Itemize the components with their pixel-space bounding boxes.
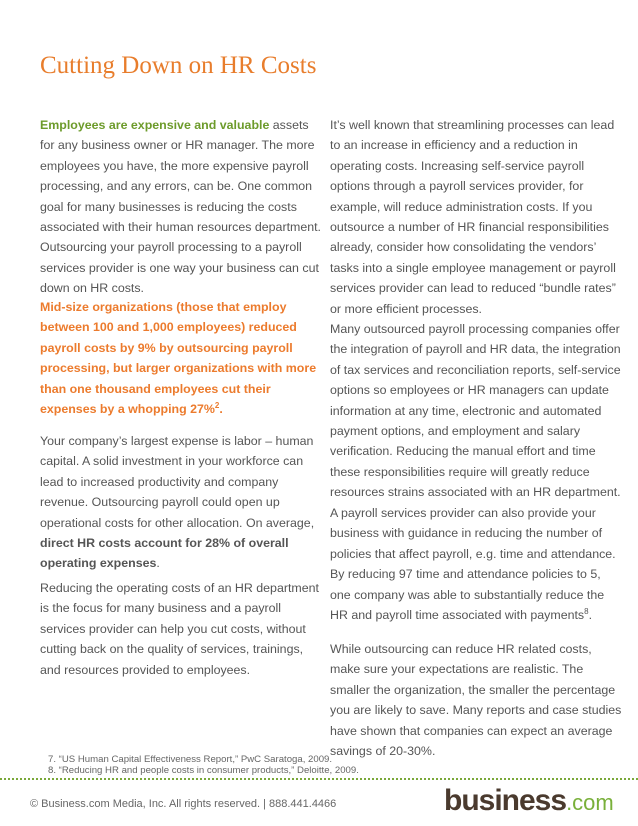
text-line [40, 513, 314, 533]
text-segment: operating expenses [40, 556, 157, 571]
footnote-reference: 8 [584, 606, 589, 616]
text-segment: processing, and any errors, can be. One common [40, 179, 313, 194]
text-segment: lead to increased productivity and company [40, 474, 279, 489]
text-segment: cutting back on the quality of services, trainings, [40, 642, 304, 657]
text-segment: verification. Reducing the manual effort and time [330, 444, 596, 459]
business-com-logo [444, 784, 614, 818]
text-line [330, 721, 621, 741]
text-segment: operational costs for other allocation. On average, [40, 515, 315, 530]
text-segment: options through a payroll services provider, for [330, 179, 584, 194]
footnotes [48, 754, 359, 776]
left-paragraph-3 [40, 431, 314, 574]
text-segment: already, consider how consolidating the vendors’ [330, 240, 597, 255]
text-segment: . [588, 607, 593, 622]
text-segment: payroll costs by 9% by outsourcing payroll [40, 340, 293, 355]
footnote-8: 8. “Reducing HR and people costs in consumer products,” Deloitte, 2009. [48, 765, 359, 776]
text-segment: tasks into a single employee management or payroll [330, 260, 616, 275]
logo-main: business [444, 784, 567, 817]
text-segment: the integration of payroll and HR data, the integration [330, 342, 621, 357]
text-line [330, 156, 616, 176]
text-segment: these responsibilities require will greatly reduce [330, 464, 590, 479]
text-line [330, 360, 621, 380]
text-line [330, 700, 621, 720]
text-segment: have shown that companies can expect an average [330, 723, 613, 738]
text-segment: . [156, 556, 160, 571]
text-segment: services provider can lead to reduced “bundle rates” [330, 281, 616, 296]
text-line [330, 135, 616, 155]
text-segment: assets [269, 118, 309, 132]
text-line [330, 258, 616, 278]
text-line [330, 585, 616, 605]
copyright-text: © Business.com Media, Inc. All rights reserved. | 888.441.4466 [30, 798, 337, 810]
text-segment: associated with their human resources department. [40, 219, 321, 234]
text-line [40, 338, 316, 358]
right-paragraph-1 [330, 115, 616, 319]
left-paragraph-4 [40, 578, 319, 680]
text-segment: HR and payroll time associated with payments [330, 607, 585, 622]
text-line [40, 639, 319, 659]
text-segment: . [219, 401, 223, 416]
text-segment: Your company’s largest expense is labor – human [40, 434, 314, 448]
text-segment: than one thousand employees cut their [40, 381, 271, 396]
logo-suffix: .com [566, 790, 614, 815]
text-segment: Mid-size organizations (those that employ [40, 300, 287, 314]
text-line [40, 135, 321, 155]
text-segment: business with guidance in reducing the number of [330, 526, 603, 541]
text-segment: you are likely to save. Many reports and case studies [330, 703, 622, 718]
footer-divider [0, 778, 638, 780]
right-paragraph-4 [330, 639, 621, 761]
text-line [330, 115, 616, 135]
text-line [330, 421, 621, 441]
text-line [330, 680, 621, 700]
text-segment: smaller the organization, the smaller the percentage [330, 682, 616, 697]
text-line [330, 197, 616, 217]
text-line [40, 317, 316, 337]
left-paragraph-2 [40, 297, 316, 419]
text-line [40, 472, 314, 492]
text-line [330, 339, 621, 359]
text-segment: make sure your expectations are realistic. The [330, 662, 584, 677]
text-line [330, 217, 616, 237]
text-line [330, 176, 616, 196]
text-segment: savings of 20-30%. [330, 743, 436, 758]
text-segment: to an increase in efficiency and a reduction in [330, 138, 578, 153]
text-segment: resources strains associated with an HR department. [330, 485, 621, 500]
text-segment: example, will reduce administration costs. If you [330, 199, 593, 214]
text-line [330, 482, 621, 502]
left-paragraph-1 [40, 115, 321, 299]
text-segment: information at any time, electronic and automated [330, 403, 602, 418]
text-line [40, 115, 321, 135]
text-segment: payment options, and employment and salary [330, 423, 581, 438]
text-line [330, 564, 616, 584]
text-line [40, 156, 321, 176]
text-segment: operating costs. Increasing self-service payroll [330, 158, 585, 173]
text-line [40, 578, 319, 598]
text-line [330, 523, 616, 543]
text-segment: Many outsourced payroll processing companies offer [330, 322, 620, 336]
text-line [330, 544, 616, 564]
text-line [40, 197, 321, 217]
text-segment: is the focus for many business and a payroll [40, 601, 282, 616]
text-line [330, 299, 616, 319]
text-line [40, 553, 314, 573]
text-line [330, 441, 621, 461]
text-segment: down on HR costs. [40, 281, 144, 296]
text-line [40, 358, 316, 378]
footnote-reference: 2 [214, 400, 220, 410]
text-line [330, 659, 621, 679]
right-paragraph-2 [330, 319, 621, 503]
text-segment: revenue. Outsourcing payroll could open up [40, 495, 280, 510]
text-line [40, 278, 321, 298]
text-line [330, 503, 616, 523]
text-segment: goal for many businesses is reducing the costs [40, 199, 297, 214]
text-line [40, 660, 319, 680]
text-segment: Reducing the operating costs of an HR department [40, 581, 319, 595]
text-segment: It’s well known that streamlining processes can lead [330, 118, 615, 132]
text-segment: one company was able to substantially reduce the [330, 587, 605, 602]
text-line [40, 533, 314, 553]
text-line [40, 598, 319, 618]
text-segment: services provider can help you cut costs, without [40, 621, 306, 636]
text-segment: Outsourcing your payroll processing to a payroll [40, 240, 302, 255]
text-segment: options so employees or HR managers can update [330, 383, 609, 398]
right-paragraph-3 [330, 503, 616, 625]
text-line [330, 237, 616, 257]
text-segment: expenses by a whopping 27% [40, 401, 215, 416]
text-line [40, 492, 314, 512]
text-line [40, 237, 321, 257]
text-segment: A payroll services provider can also provide your [330, 506, 596, 520]
text-line [330, 278, 616, 298]
text-segment: By reducing 97 time and attendance policies to 5, [330, 567, 601, 582]
text-segment: services provider is one way your business can cut [40, 260, 319, 275]
text-segment: or more efficient processes. [330, 301, 482, 316]
text-segment: and resources provided to employees. [40, 662, 251, 677]
text-line [330, 319, 621, 339]
text-line [40, 217, 321, 237]
text-line [40, 176, 321, 196]
text-line [330, 462, 621, 482]
text-line [330, 401, 621, 421]
text-segment: of tax services and reconciliation reports, self-service [330, 362, 621, 377]
text-line [40, 297, 316, 317]
text-line [40, 619, 319, 639]
text-line [40, 399, 316, 419]
text-segment: outsource a number of HR financial responsibilities [330, 219, 609, 234]
text-segment: direct HR costs account for 28% of overall [40, 535, 289, 550]
text-segment: Employees are expensive and valuable [40, 118, 270, 132]
text-line [330, 741, 621, 761]
text-line [40, 258, 321, 278]
text-segment: between 100 and 1,000 employees) reduced [40, 320, 297, 335]
text-segment: capital. A solid investment in your workforce can [40, 454, 304, 469]
text-line [330, 380, 621, 400]
text-segment: processing, but larger organizations with more [40, 361, 317, 376]
text-line [330, 605, 616, 625]
text-line [40, 379, 316, 399]
text-line [330, 639, 621, 659]
text-segment: While outsourcing can reduce HR related costs, [330, 642, 592, 656]
text-segment: for any business owner or HR manager. The more [40, 138, 315, 153]
text-segment: policies that affect payroll, e.g. time and attendance. [330, 546, 616, 561]
text-line [40, 451, 314, 471]
text-segment: employees you have, the more expensive payroll [40, 158, 309, 173]
text-line [40, 431, 314, 451]
footnote-7: 7. “US Human Capital Effectiveness Report,” PwC Saratoga, 2009. [48, 754, 333, 765]
page-title: Cutting Down on HR Costs [40, 52, 317, 79]
